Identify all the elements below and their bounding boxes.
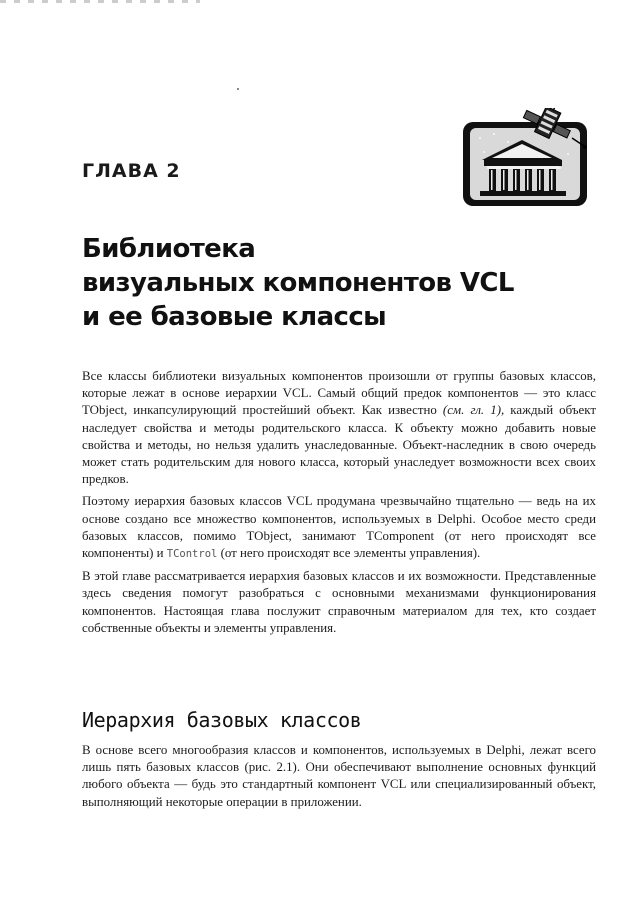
section-paragraph-1: В основе всего многообразия классов и компонентов, используемых в Delphi, лежат всего лишь пять базовых классов (рис. 2.1). Они обеспечивают выполнение основных функций любого объекта — будь это стандартный компонент VCL или специализированный объект, выполняющий некоторые операции в приложении.	[82, 743, 596, 809]
chapter-title-line-2: визуальных компонентов VCL	[82, 268, 514, 298]
intro-paragraph-3: В этой главе рассматривается иерархия базовых классов и их возможности. Представленные здесь сведения помогут разобраться с основными механизмами функционирования компонентов. Настоящая глава послужит справочным материалом для тех, кто создает собственные объекты и элементы управления.	[82, 569, 596, 635]
chapter-reference: (см. гл. 1),	[442, 403, 505, 418]
chapter-intro	[82, 368, 596, 642]
scan-edge-artifact	[0, 0, 200, 3]
classical-building-satellite-icon	[460, 108, 590, 208]
chapter-title-line-3: и ее базовые классы	[82, 302, 387, 332]
intro-paragraph-1-text: Все классы библиотеки визуальных компонентов произошли от группы базовых классов, которые лежат в основе иерархии VCL. Самый общий предок компонентов — это класс TObject, инкапсулирующий простейший объект. Как известно	[82, 369, 596, 418]
chapter-label: ГЛАВА 2	[82, 160, 181, 182]
chapter-title-line-1: Библиотека	[82, 234, 256, 264]
intro-paragraph-1	[82, 368, 596, 488]
intro-paragraph-2	[82, 493, 596, 563]
intro-paragraph-2-text: Поэтому иерархия базовых классов VCL продумана чрезвычайно тщательно — ведь на их основе создано все множество компонентов, используемых в Delphi. Особое место среди базовых классов, помимо TObject, занимают TComponent (от него происходят все компоненты) и	[82, 494, 596, 561]
intro-paragraph-1-text-cont: каждый объект наследует свойства и методы родительского класса. К объекту можно добавить новые свойства и методы, но нельзя удалить унаследованные. Объект-наследник в свою очередь может стать родительским для нового класса, который унаследует возможности всех своих предков.	[82, 403, 596, 487]
class-name-code: TControl	[166, 548, 218, 561]
section-body	[82, 742, 596, 816]
chapter-title	[82, 232, 562, 334]
section-heading: Иерархия базовых классов	[82, 708, 362, 732]
intro-paragraph-2-text-cont: (от него происходят все элементы управления).	[217, 546, 481, 561]
scan-dust-mark	[237, 88, 239, 90]
